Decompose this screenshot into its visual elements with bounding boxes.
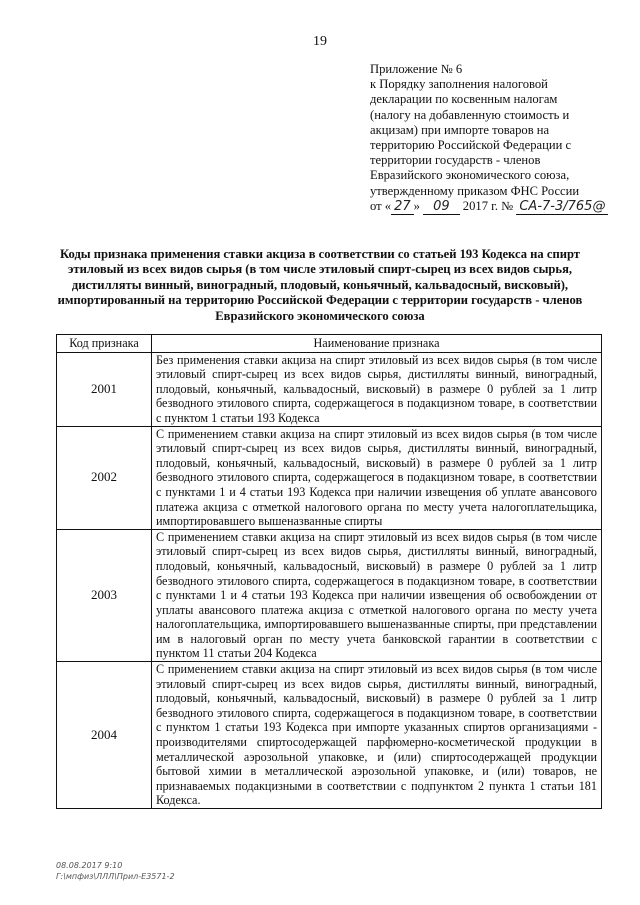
- table-row: [57, 529, 602, 661]
- appendix-line: территории государств - членов: [370, 153, 541, 168]
- appendix-line: утвержденному приказом ФНС России: [370, 183, 580, 198]
- codes-table: [56, 334, 602, 809]
- appendix-line: декларации по косвенным налогам: [370, 92, 558, 107]
- order-day: 27: [391, 200, 414, 215]
- column-header-code: Код признака: [57, 335, 152, 353]
- table-header-row: [57, 335, 602, 353]
- row-code: 2004: [57, 662, 152, 809]
- row-code: 2002: [57, 426, 152, 529]
- document-title: Коды признака применения ставки акциза в соответствии со статьей 193 Кодекса на спирт этиловый из всех видов сырья (в том числе этиловый спирт-сырец из всех видов сырья, дистилляты винный, виноградный, плодовый, коньячный, кальвадосный, висковый), импортированный на территорию Российской Федерации с территории государств - членов Евразийского экономического союза: [57, 247, 583, 323]
- page-number: 19: [313, 34, 327, 49]
- row-description: Без применения ставки акциза на спирт этиловый из всех видов сырья (в том числе этиловый спирт-сырец из всех видов сырья, дистилляты винный, виноградный, плодовый, коньячный, кальвадосный, висковый) в размере 0 рублей за 1 литр безводного этилового спирта, содержащегося в подакцизном товаре, в соответствии с пунктом 1 статьи 193 Кодекса: [152, 352, 602, 426]
- appendix-line: (налогу на добавленную стоимость и: [370, 107, 570, 122]
- row-description: С применением ставки акциза на спирт этиловый из всех видов сырья (в том числе этиловый спирт-сырец из всех видов сырья, дистилляты винный, виноградный, плодовый, коньячный, кальвадосный, висковый) в размере 0 рублей за 1 литр безводного этилового спирта, содержащегося в подакцизном товаре, в соответствии с пунктом 1 статьи 193 Кодекса при импорте указанных спиртов организациями - производителями спиртосодержащей парфюмерно-косметической продукции в металлической аэрозольной упаковке, и (или) спиртосодержащей продукции бытовой химии в металлической аэрозольной упаковке, и (или) товаров, не признаваемых подакцизными в соответствии с подпунктом 2 пункта 1 статьи 181 Кодекса.: [152, 662, 602, 809]
- appendix-line: Евразийского экономического союза,: [370, 168, 570, 183]
- order-year: 2017 г. №: [462, 198, 514, 213]
- footer-file-path: Г:\мпфиз\ЛЛЛ\Прил-Е3571-2: [56, 872, 175, 881]
- row-description: С применением ставки акциза на спирт этиловый из всех видов сырья (в том числе этиловый спирт-сырец из всех видов сырья, дистилляты винный, виноградный, плодовый, коньячный, кальвадосный, висковый) в размере 0 рублей за 1 литр безводного этилового спирта, содержащегося в подакцизном товаре, в соответствии с пунктами 1 и 4 статьи 193 Кодекса при наличии извещения об освобождении от уплаты авансового платежа акциза с отметкой налогового органа по месту учета налогоплательщика, импортировавшего вышеназванные спирты, при представлении им в налоговый орган по месту учета банковской гарантии в соответствии с пунктом 11 статьи 204 Кодекса: [152, 529, 602, 661]
- row-description: С применением ставки акциза на спирт этиловый из всех видов сырья (в том числе этиловый спирт-сырец из всех видов сырья, дистилляты винный, виноградный, плодовый, коньячный, кальвадосный, висковый) в размере 0 рублей за 1 литр безводного этилового спирта, содержащегося в подакцизном товаре, в соответствии с пунктами 1 и 4 статьи 193 Кодекса при наличии извещения об уплате авансового платежа акциза с отметкой налогового органа по месту учета налогоплательщика, импортировавшего вышеназванные спирты: [152, 426, 602, 529]
- file-footer: [56, 860, 175, 882]
- appendix-line: акцизам) при импорте товаров на: [370, 122, 550, 137]
- table-row: [57, 352, 602, 426]
- row-code: 2003: [57, 529, 152, 661]
- footer-timestamp: 08.08.2017 9:10: [56, 861, 123, 870]
- order-month: 09: [423, 200, 460, 215]
- appendix-line: Приложение № 6: [370, 62, 463, 76]
- from-label: от «: [370, 198, 392, 213]
- mid-quote: »: [413, 198, 420, 213]
- row-code: 2001: [57, 352, 152, 426]
- table-row: [57, 662, 602, 809]
- table-row: [57, 426, 602, 529]
- order-number: СА-7-3/765@: [516, 200, 608, 215]
- appendix-line: к Порядку заполнения налоговой: [370, 77, 548, 92]
- order-date-line: [370, 199, 635, 215]
- column-header-name: Наименование признака: [152, 335, 602, 353]
- appendix-block: [370, 62, 635, 215]
- appendix-line: территорию Российской Федерации с: [370, 138, 572, 153]
